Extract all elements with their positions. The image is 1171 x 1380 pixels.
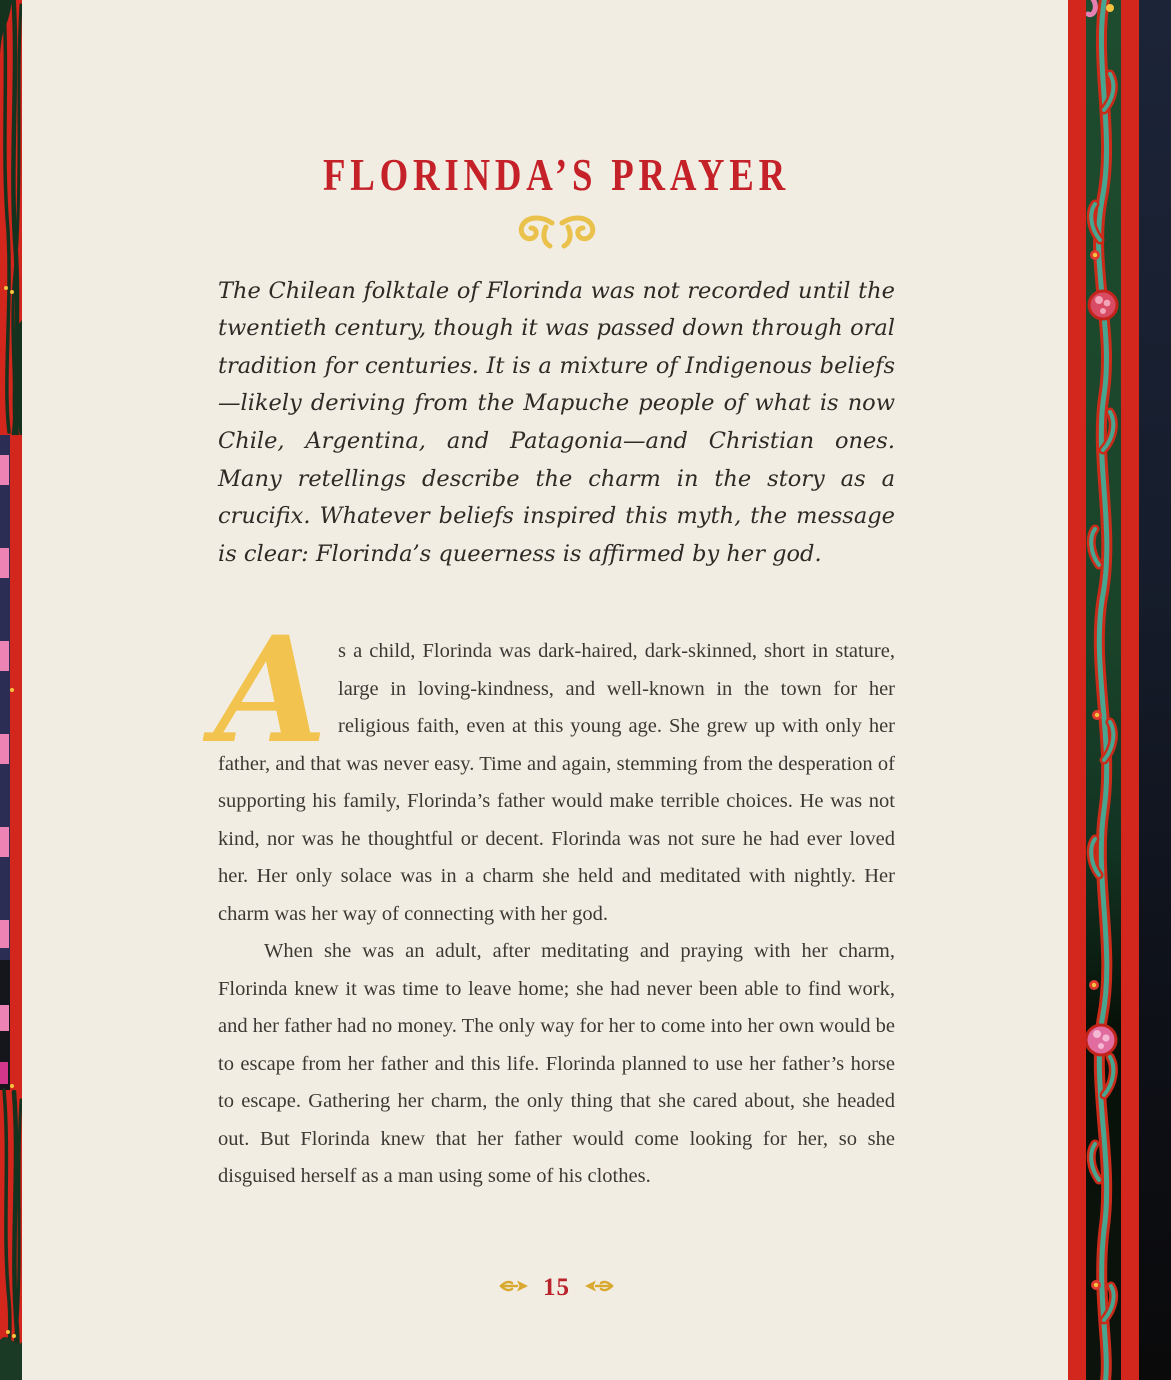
right-border-vine-band [1086,0,1121,1380]
right-border-red-strip-outer [1121,0,1139,1380]
title-flourish-icon [502,213,612,249]
drop-cap-letter: A [214,605,328,777]
right-border-navy-edge [1139,0,1171,1380]
right-decorative-border [1068,0,1171,1380]
intro-paragraph: The Chilean folktale of Florinda was not recorded until the twentieth century, though it was passed down through oral tradition for centuries. It is a mixture of Indigenous beliefs—likely deriving from the Mapuche people of what is now Chile, Argentina, and Patagonia—and Christian ones. Many retellings describe the charm in the story as a crucifix. Whatever beliefs inspired this myth, the message is clear: Florinda’s queerness is affirmed by her god. [218,277,895,567]
page-number: 15 [543,1274,570,1301]
page-content [214,0,895,1380]
page-footer [218,1274,895,1302]
rose-bottom [1086,1025,1116,1055]
folio-right-arrow-icon [584,1278,616,1299]
vine-ornament-icon [1086,0,1121,1380]
story-body [214,605,895,1196]
chapter-title: FLORINDA’S PRAYER [322,149,790,200]
folio-left-arrow-icon [497,1278,529,1299]
story-paragraph-2: When she was an adult, after meditating and praying with her charm, Florinda knew it was time to leave home; she had never been able to find work, and her father had no money. The only way for her to come into her own would be to escape from her father and this life. Florinda planned to use her father’s horse to escape. Gathering her charm, the only thing that she cared about, she headed out. But Florinda knew that her father would come looking for her, so she disguised herself as a man using some of his clothes. [218,940,895,1188]
story-paragraph-1-text: s a child, Florinda was dark-haired, dark-skinned, short in stature, large in loving-kindness, and well-known in the town for her religious faith, even at this young age. She grew up with only her father, and that was never easy. Time and again, stemming from the desperation of supporting his family, Florinda’s father would make terrible choices. He was not kind, nor was he thoughtful or decent. Florinda was not sure he had ever loved her. Her only solace was in a charm she held and meditated with nightly. Her charm was her way of connecting with her god. [218,640,895,925]
left-border-art-icon [0,0,22,1380]
rose-top [1089,291,1117,319]
story-paragraph-1 [214,605,895,933]
right-border-red-strip-inner [1068,0,1086,1380]
left-decorative-border [0,0,22,1380]
